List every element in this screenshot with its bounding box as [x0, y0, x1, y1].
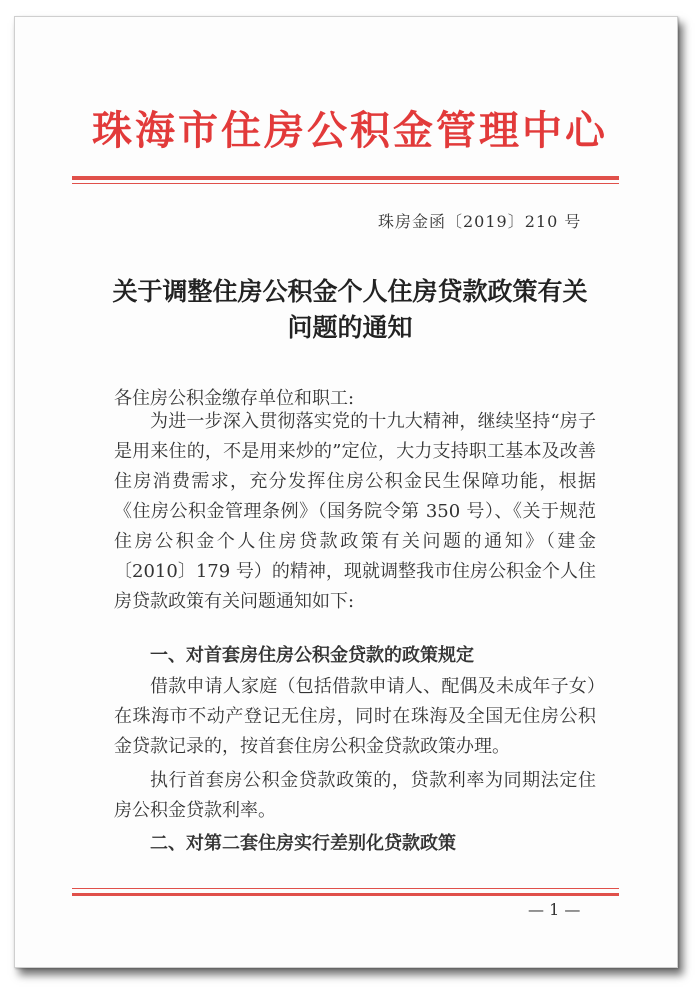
- header-red-rule-thick: [72, 176, 619, 180]
- paragraph-first-home-rate: 执行首套房公积金贷款政策的，贷款利率为同期法定住房公积金贷款利率。: [114, 770, 596, 821]
- section-heading-1: 一、对首套房住房公积金贷款的政策规定: [150, 645, 474, 666]
- salutation: 各住房公积金缴存单位和职工:: [114, 388, 355, 409]
- paragraph-first-home-eligibility: 借款申请人家庭（包括借款申请人、配偶及未成年子女）在珠海市不动产登记无住房，同时在珠海及全国无住房公积金贷款记录的，按首套住房公积金贷款政策办理。: [114, 676, 596, 757]
- footer-red-rule-thick: [72, 893, 619, 896]
- section-heading-2: 二、对第二套住房实行差别化贷款政策: [150, 833, 456, 854]
- paragraph-intro: 为进一步深入贯彻落实党的十九大精神，继续坚持“房子是用来住的，不是用来炒的”定位，大力支持职工基本及改善住房消费需求，充分发挥住房公积金民生保障功能，根据《住房公积金管理条例》（国务院令第 350 号）、《关于规范住房公积金个人住房贷款政策有关问题的通知》（建金〔2010〕179 号）的精神，现就调整我市住房公积金个人住房贷款政策有关问题通知如下:: [114, 411, 596, 612]
- footer-red-rule-thin: [72, 888, 619, 889]
- org-name-header: 珠海市住房公积金管理中心: [92, 107, 608, 154]
- document-title-line2: 问题的通知: [287, 313, 413, 342]
- header-red-rule-thin: [72, 183, 619, 184]
- document-number: 珠房金函〔2019〕210 号: [378, 212, 582, 231]
- document-title: [80, 274, 620, 346]
- page-number: — 1 —: [528, 900, 581, 919]
- document-title-line1: 关于调整住房公积金个人住房贷款政策有关: [112, 277, 588, 306]
